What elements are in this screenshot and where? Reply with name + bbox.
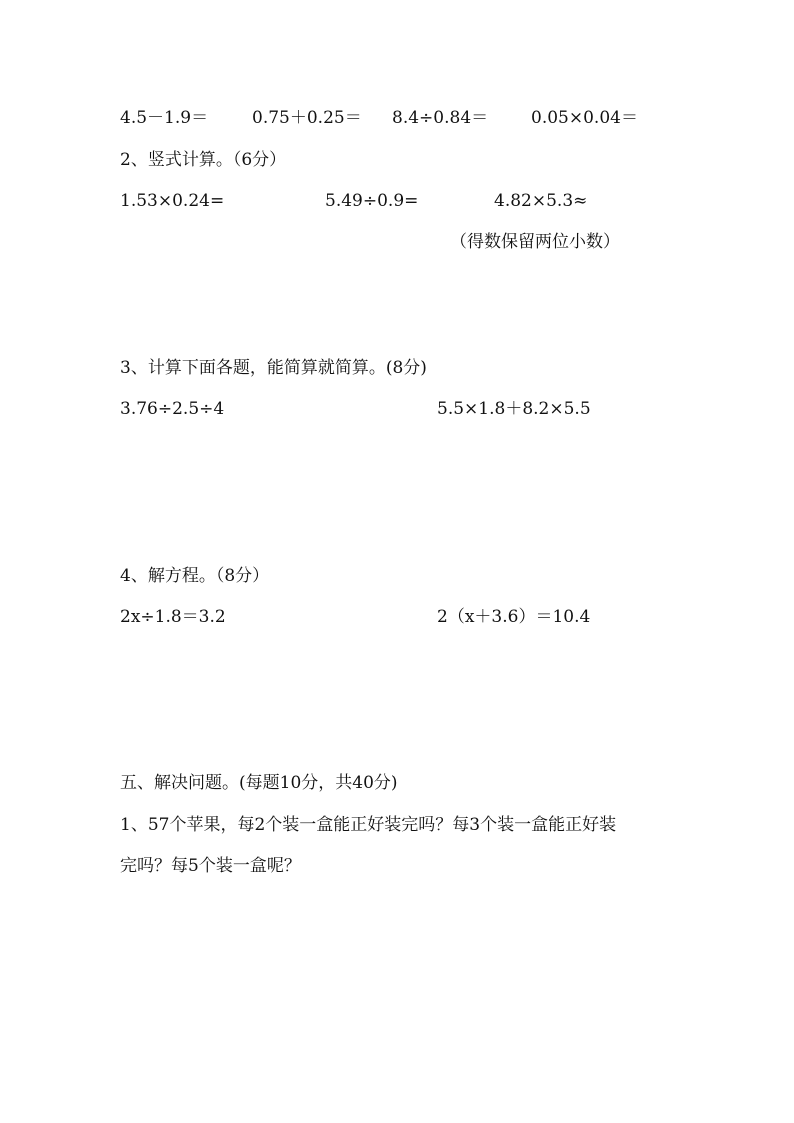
oral-calc-4: 0.05×0.04＝ <box>531 108 638 128</box>
section-3-heading: 3、计算下面各题，能简算就简算。(8分) <box>120 358 427 378</box>
vertical-calc-2: 5.49÷0.9= <box>325 191 419 211</box>
equation-2: 2（x＋3.6）＝10.4 <box>437 607 591 627</box>
vertical-calc-3: 4.82×5.3≈ <box>494 191 588 211</box>
equation-1: 2x÷1.8＝3.2 <box>120 607 226 627</box>
section-4-heading: 4、解方程。（8分） <box>120 566 270 586</box>
oral-calc-2: 0.75＋0.25＝ <box>252 108 362 128</box>
oral-calc-3: 8.4÷0.84＝ <box>392 108 489 128</box>
word-problem-1-line-1: 1、57个苹果，每2个装一盒能正好装完吗？每3个装一盒能正好装 <box>120 815 617 835</box>
word-problem-1-line-2: 完吗？每5个装一盒呢？ <box>120 856 301 876</box>
simplify-calc-2: 5.5×1.8＋8.2×5.5 <box>437 399 591 419</box>
simplify-calc-1: 3.76÷2.5÷4 <box>120 399 225 419</box>
section-5-heading: 五、解决问题。(每题10分，共40分) <box>120 773 398 793</box>
oral-calc-1: 4.5－1.9＝ <box>120 108 209 128</box>
rounding-note: （得数保留两位小数） <box>450 232 620 252</box>
section-2-heading: 2、竖式计算。（6分） <box>120 150 287 170</box>
vertical-calc-1: 1.53×0.24= <box>120 191 225 211</box>
